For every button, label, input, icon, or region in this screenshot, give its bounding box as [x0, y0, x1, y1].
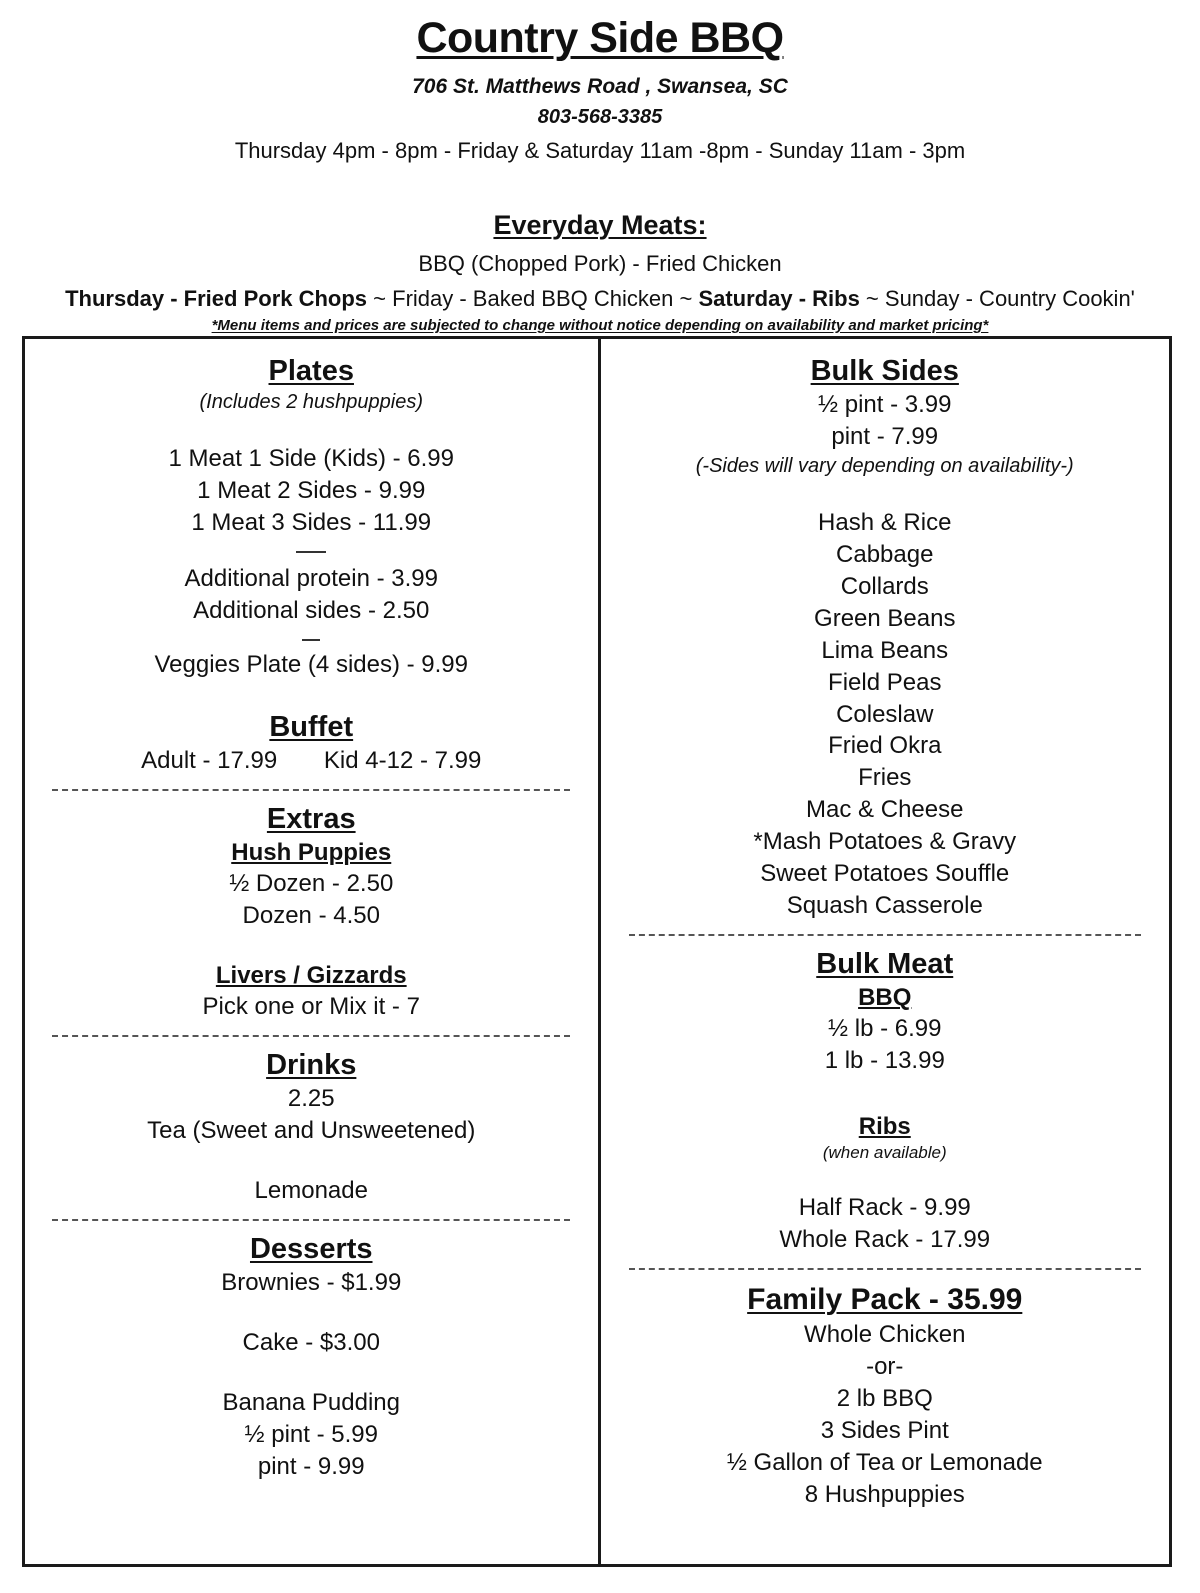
- friday-special: Friday - Baked BBQ Chicken: [392, 285, 674, 311]
- restaurant-phone: 803-568-3385: [537, 106, 663, 129]
- plate-item: 1 Meat 1 Side (Kids) - 6.99: [168, 445, 454, 473]
- menu-header: [0, 0, 1200, 165]
- bulk-side-item: Fried Okra: [828, 732, 942, 760]
- buffet-adult-price: Adult - 17.99: [141, 746, 278, 774]
- thursday-special: Thursday - Fried Pork Chops: [65, 285, 368, 311]
- menu-body-box: [22, 336, 1172, 1567]
- separator-3: ~: [859, 285, 885, 311]
- restaurant-name: Country Side BBQ: [416, 14, 784, 62]
- family-pack-item: ½ Gallon of Tea or Lemonade: [726, 1448, 1043, 1476]
- family-pack-title: Family Pack - 35.99: [747, 1283, 1023, 1317]
- dessert-brownies: Brownies - $1.99: [221, 1269, 402, 1297]
- plate-item: 1 Meat 2 Sides - 9.99: [197, 477, 426, 505]
- bulk-side-item: Collards: [840, 572, 929, 600]
- bulk-side-item: Mac & Cheese: [806, 796, 964, 824]
- bulk-sides-half-pint: ½ pint - 3.99: [818, 391, 952, 419]
- bulk-sides-pint: pint - 7.99: [831, 423, 939, 451]
- family-pack-item: -or-: [866, 1353, 904, 1381]
- hush-puppies-half-dozen: ½ Dozen - 2.50: [229, 870, 394, 898]
- bbq-one-lb: 1 lb - 13.99: [824, 1047, 945, 1075]
- bbq-half-lb: ½ lb - 6.99: [828, 1015, 942, 1043]
- desserts-title: Desserts: [249, 1233, 373, 1266]
- sunday-special: Sunday - Country Cookin': [884, 285, 1135, 311]
- section-divider: [629, 934, 1141, 936]
- plates-note: (Includes 2 hushpuppies): [199, 391, 423, 414]
- buffet-title: Buffet: [269, 710, 354, 743]
- bulk-sides-note: (-Sides will vary depending on availability-): [695, 455, 1074, 478]
- livers-gizzards-price: Pick one or Mix it - 7: [202, 993, 420, 1021]
- bulk-meat-bbq-title: BBQ: [858, 984, 912, 1012]
- bulk-side-item: Sweet Potatoes Souffle: [760, 860, 1010, 888]
- plate-item: 1 Meat 3 Sides - 11.99: [191, 509, 432, 537]
- plate-addon: Additional protein - 3.99: [184, 564, 438, 592]
- bulk-side-item: Coleslaw: [836, 700, 934, 728]
- family-pack-item: 3 Sides Pint: [820, 1416, 949, 1444]
- bulk-side-item: Lima Beans: [821, 636, 949, 664]
- price-disclaimer: *Menu items and prices are subjected to change without notice depending on availability and market pricing*: [211, 316, 989, 334]
- everyday-meats-list: BBQ (Chopped Pork) - Fried Chicken: [418, 251, 782, 277]
- section-divider: [629, 1268, 1141, 1270]
- hush-puppies-dozen: Dozen - 4.50: [242, 902, 380, 930]
- banana-pudding-half-pint: ½ pint - 5.99: [244, 1421, 378, 1449]
- bulk-side-item: Green Beans: [814, 604, 956, 632]
- dessert-cake: Cake - $3.00: [242, 1329, 380, 1357]
- bulk-meat-title: Bulk Meat: [816, 947, 954, 980]
- bulk-side-item: Cabbage: [836, 540, 934, 568]
- dessert-banana-pudding: Banana Pudding: [222, 1389, 400, 1417]
- drink-tea: Tea (Sweet and Unsweetened): [147, 1117, 476, 1145]
- bulk-side-item: Squash Casserole: [786, 891, 983, 919]
- ribs-title: Ribs: [858, 1113, 911, 1141]
- hush-puppies-title: Hush Puppies: [231, 839, 392, 867]
- plate-addon: Additional sides - 2.50: [193, 596, 430, 624]
- separator-2: ~: [673, 285, 699, 311]
- everyday-meats-section: [0, 209, 1200, 335]
- separator-1: ~: [367, 285, 393, 311]
- everyday-meats-title: Everyday Meats:: [493, 209, 707, 240]
- family-pack-item: 8 Hushpuppies: [804, 1480, 965, 1508]
- veggies-plate: Veggies Plate (4 sides) - 9.99: [154, 650, 468, 678]
- daily-specials-line: [0, 286, 1200, 312]
- drink-lemonade: Lemonade: [254, 1177, 368, 1205]
- saturday-special: Saturday - Ribs: [698, 285, 860, 311]
- menu-left-column: [25, 339, 601, 1564]
- ribs-half-rack: Half Rack - 9.99: [798, 1194, 971, 1222]
- section-divider: [52, 789, 570, 791]
- buffet-prices: [25, 745, 598, 777]
- family-pack-item: Whole Chicken: [804, 1321, 966, 1349]
- livers-gizzards-title: Livers / Gizzards: [215, 962, 407, 990]
- ribs-availability-note: (when available): [822, 1143, 947, 1163]
- restaurant-hours: Thursday 4pm - 8pm - Friday & Saturday 11am -8pm - Sunday 11am - 3pm: [234, 138, 966, 164]
- extras-title: Extras: [266, 802, 356, 835]
- family-pack-item: 2 lb BBQ: [836, 1385, 933, 1412]
- plates-title: Plates: [268, 355, 354, 387]
- banana-pudding-pint: pint - 9.99: [257, 1453, 365, 1481]
- ribs-whole-rack: Whole Rack - 17.99: [779, 1226, 991, 1254]
- bulk-side-item: Hash & Rice: [818, 509, 952, 537]
- restaurant-address: 706 St. Matthews Road , Swansea, SC: [412, 75, 788, 99]
- plates-divider-dash: [296, 551, 326, 553]
- bulk-side-item: *Mash Potatoes & Gravy: [753, 828, 1017, 856]
- drinks-price: 2.25: [287, 1085, 335, 1113]
- buffet-kid-price: Kid 4-12 - 7.99: [323, 746, 482, 774]
- section-divider: [52, 1035, 570, 1037]
- drinks-title: Drinks: [266, 1049, 357, 1082]
- plates-divider-dash-short: [302, 639, 320, 641]
- menu-right-column: [601, 339, 1170, 1564]
- bulk-sides-title: Bulk Sides: [810, 355, 959, 387]
- section-divider: [52, 1219, 570, 1221]
- bulk-side-item: Fries: [858, 764, 912, 792]
- bulk-side-item: Field Peas: [828, 668, 942, 696]
